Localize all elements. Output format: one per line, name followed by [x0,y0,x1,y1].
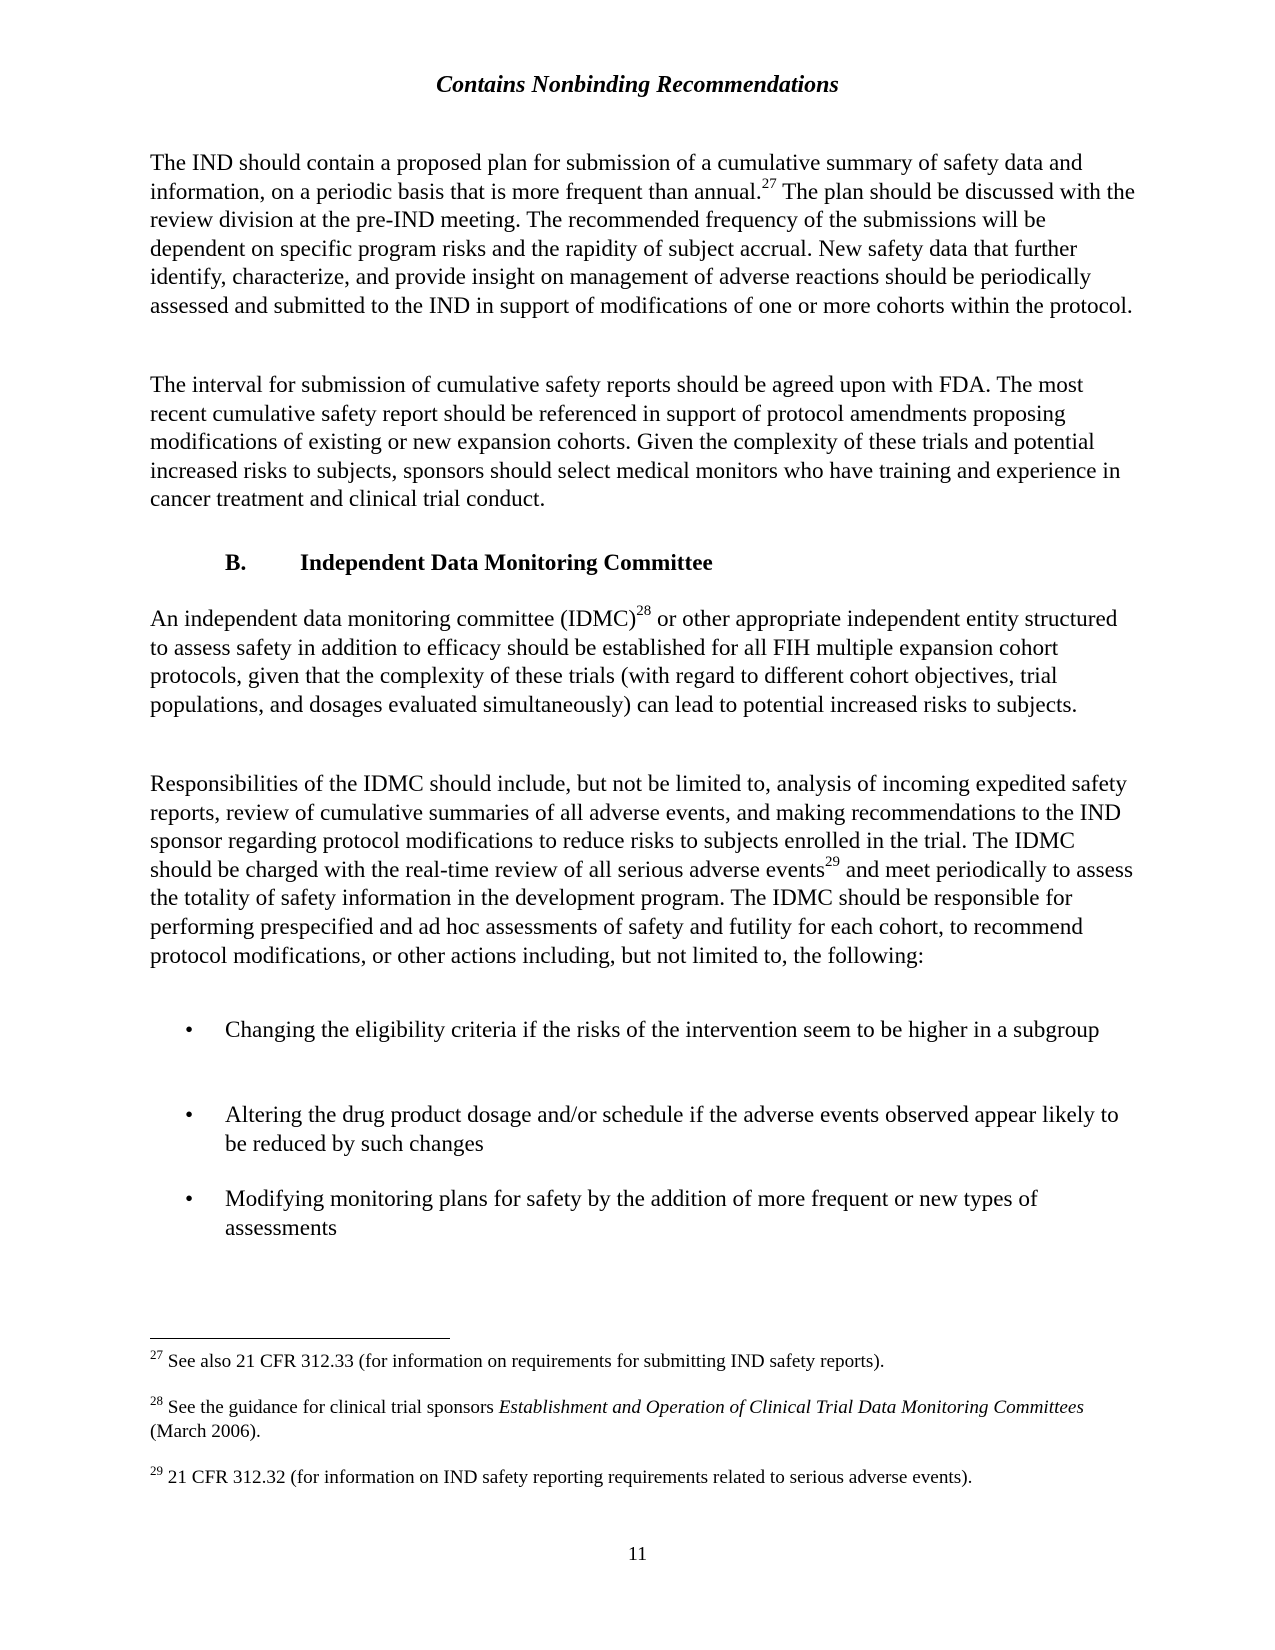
list-item-text: Altering the drug product dosage and/or schedule if the adverse events observed appear likely to be reduced by such changes [225,1102,1119,1157]
paragraph-text: The plan should be discussed with the review division at the pre-IND meeting. The recommended frequency of the submissions will be dependent on specific program risks and the rapidity of subject accrual. New safety data that further identify, characterize, and provide insight on management of adverse reactions should be periodically assessed and submitted to the IND in support of modifications of one or more cohorts within the protocol. [150,178,1136,319]
footnote-number: 29 [150,1462,163,1478]
paragraph-text: An independent data monitoring committee (IDMC) [150,606,637,632]
paragraph-idmc-intro [150,605,1135,719]
section-letter: B. [225,550,247,576]
paragraph-submission-interval [150,371,1135,514]
footnote-text: See also 21 CFR 312.33 (for information on requirements for submitting IND safety reports). [163,1351,885,1372]
footnote-text: (March 2006). [150,1421,261,1442]
paragraph-idmc-responsibilities [150,770,1135,970]
footnote-number: 28 [150,1392,163,1408]
footnote-ref-27[interactable]: 27 [761,175,777,192]
footnote-29 [150,1462,1135,1490]
section-title: Independent Data Monitoring Committee [300,550,713,576]
paragraph-text: or other appropriate independent entity structured to assess safety in addition to efficacy should be established for all FIH multiple expansion cohort protocols, given that the complexity of these trials (with regard to different cohort objectives, trial populations, and dosages evaluated simultaneously) can lead to potential increased risks to subjects. [150,606,1118,718]
footnote-number: 27 [150,1346,163,1362]
footnote-ref-29[interactable]: 29 [825,854,840,871]
footnote-28 [150,1392,1135,1444]
page-number: 11 [627,1543,648,1565]
footnote-text: 21 CFR 312.32 (for information on IND safety reporting requirements related to serious adverse events). [163,1467,973,1488]
paragraph-text: Responsibilities of the IDMC should include, but not be limited to, analysis of incoming expedited safety reports, review of cumulative summaries of all adverse events, and making recommendations to the IND sponsor regarding protocol modifications to reduce risks to subjects enrolled in the trial. The IDMC should be charged with the real-time review of all serious adverse events [150,771,1127,883]
paragraph-text: The IND should contain a proposed plan for submission of a cumulative summary of safety data and information, on a periodic basis that is more frequent than annual. [150,150,1083,205]
guidance-title: Establishment and Operation of Clinical Trial Data Monitoring Committees [498,1397,1084,1418]
list-item-text: Modifying monitoring plans for safety by the addition of more frequent or new types of assessments [225,1186,1038,1241]
footnote-27 [150,1346,1135,1374]
footnote-ref-28[interactable]: 28 [636,603,652,620]
bullet-icon: • [185,1102,194,1128]
list-item-text: Changing the eligibility criteria if the risks of the intervention seem to be higher in a subgroup [225,1017,1100,1043]
paragraph-text: The interval for submission of cumulative safety reports should be agreed upon with FDA. The most recent cumulative safety report should be referenced in support of protocol amendments proposing modifications of existing or new expansion cohorts. Given the complexity of these trials and potential increased risks to subjects, sponsors should select medical monitors who have training and experience in cancer treatment and clinical trial conduct. [150,372,1121,513]
paragraph-cumulative-summary [150,149,1135,321]
footnote-divider [150,1338,450,1339]
footnote-text: See the guidance for clinical trial sponsors [163,1397,499,1418]
paragraph-text: and meet periodically to assess the totality of safety information in the development program. The IDMC should be responsible for performing prespecified and ad hoc assessments of safety and futility for each cohort, to recommend protocol modifications, or other actions including, but not limited to, the following: [150,856,1133,969]
bullet-icon: • [185,1017,194,1043]
page-header: Contains Nonbinding Recommendations [436,72,839,98]
bullet-icon: • [185,1186,194,1212]
